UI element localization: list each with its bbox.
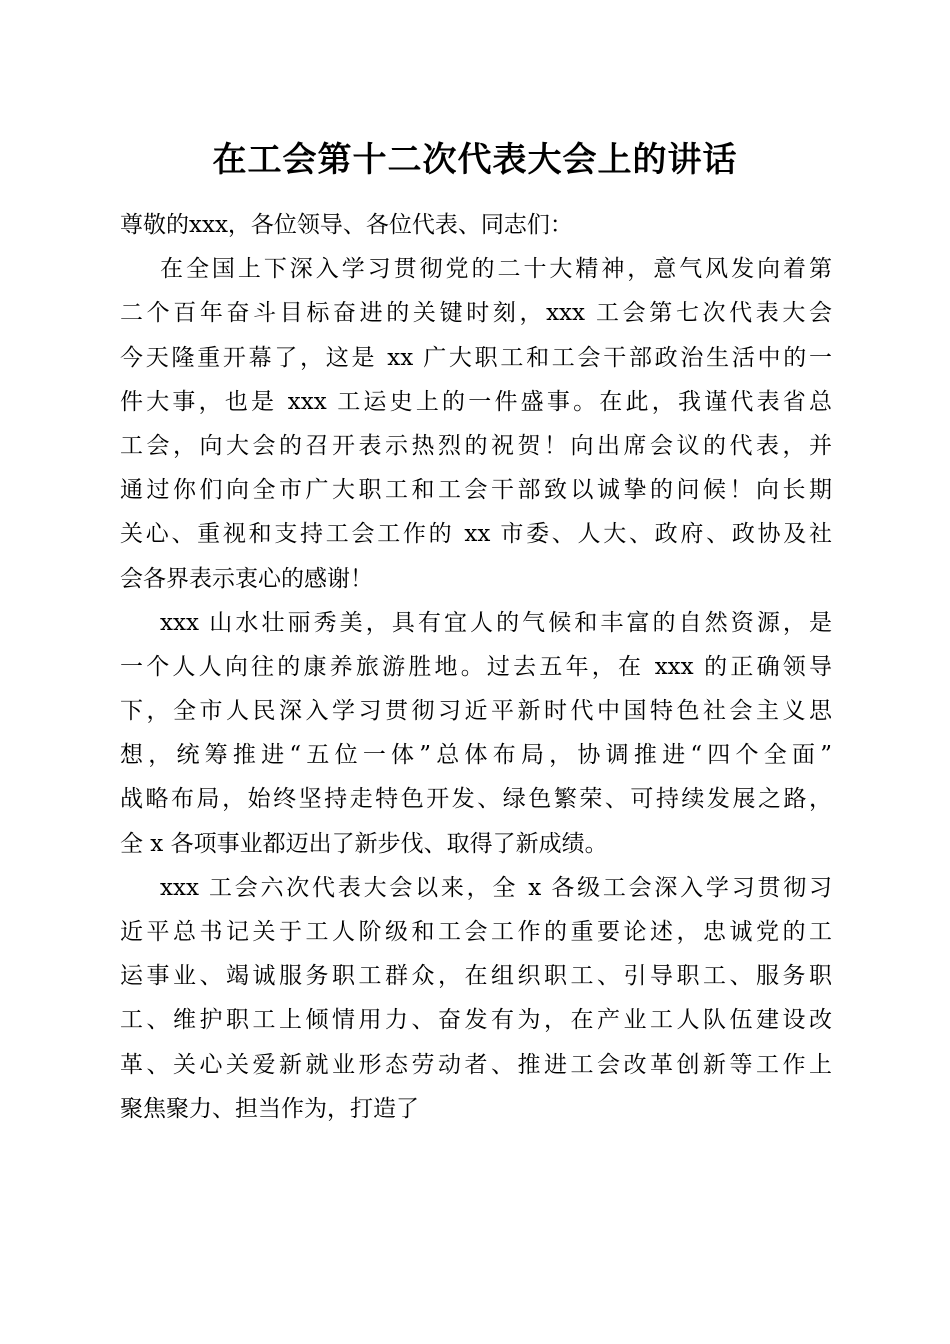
salutation-line: 尊敬的xxx，各位领导、各位代表、同志们： xyxy=(120,212,573,238)
paragraph-1-line-2: 二个百年奋斗目标奋进的关键时刻，xxx 工会第七次代表大会 xyxy=(120,300,832,327)
paragraph-1-line-6: 通过你们向全市广大职工和工会干部致以诚挚的问候！向长期 xyxy=(120,477,832,504)
document-body xyxy=(120,203,832,1131)
paragraph-3-line-6: 聚焦聚力、担当作为，打造了 xyxy=(120,1095,419,1122)
document-title: 在工会第十二次代表大会上的讲话 xyxy=(212,140,738,180)
paragraph-1-line-4: 件大事，也是 xxx 工运史上的一件盛事。在此，我谨代表省总 xyxy=(120,388,832,415)
paragraph-1-line-8: 会各界表示衷心的感谢！ xyxy=(120,565,373,592)
paragraph-1-line-5: 工会，向大会的召开表示热烈的祝贺！向出席会议的代表，并 xyxy=(120,432,832,459)
paragraph-3-line-2: 近平总书记关于工人阶级和工会工作的重要论述，忠诚党的工 xyxy=(120,919,832,945)
paragraph-2-line-5: 战略布局，始终坚持走特色开发、绿色繁荣、可持续发展之路， xyxy=(120,786,832,813)
paragraph-2-line-2: 一个人人向往的康养旅游胜地。过去五年，在 xxx 的正确领导 xyxy=(120,653,832,680)
paragraph-2-line-6: 全 x 各项事业都迈出了新步伐、取得了新成绩。 xyxy=(120,830,608,857)
paragraph-3-line-5: 革、关心关爱新就业形态劳动者、推进工会改革创新等工作上 xyxy=(120,1051,832,1078)
paragraph-1-line-3: 今天隆重开幕了，这是 xx 广大职工和工会干部政治生活中的一 xyxy=(120,344,832,371)
paragraph-3-line-3: 运事业、竭诚服务职工群众，在组织职工、引导职工、服务职 xyxy=(120,963,832,990)
paragraph-1-line-1: 在全国上下深入学习贯彻党的二十大精神，意气风发向着第 xyxy=(160,256,832,283)
paragraph-2-line-4: 想，统筹推进“五位一体”总体布局，协调推进“四个全面” xyxy=(120,742,832,769)
paragraph-2-line-1: xxx 山水壮丽秀美，具有宜人的气候和丰富的自然资源，是 xyxy=(160,609,832,636)
paragraph-3-line-1: xxx 工会六次代表大会以来，全 x 各级工会深入学习贯彻习 xyxy=(160,874,832,901)
paragraph-3-line-4: 工、维护职工上倾情用力、奋发有为，在产业工人队伍建设改 xyxy=(120,1007,832,1034)
paragraph-1-line-7: 关心、重视和支持工会工作的 xx 市委、人大、政府、政协及社 xyxy=(120,521,832,548)
paragraph-2-line-3: 下，全市人民深入学习贯彻习近平新时代中国特色社会主义思 xyxy=(120,698,832,725)
